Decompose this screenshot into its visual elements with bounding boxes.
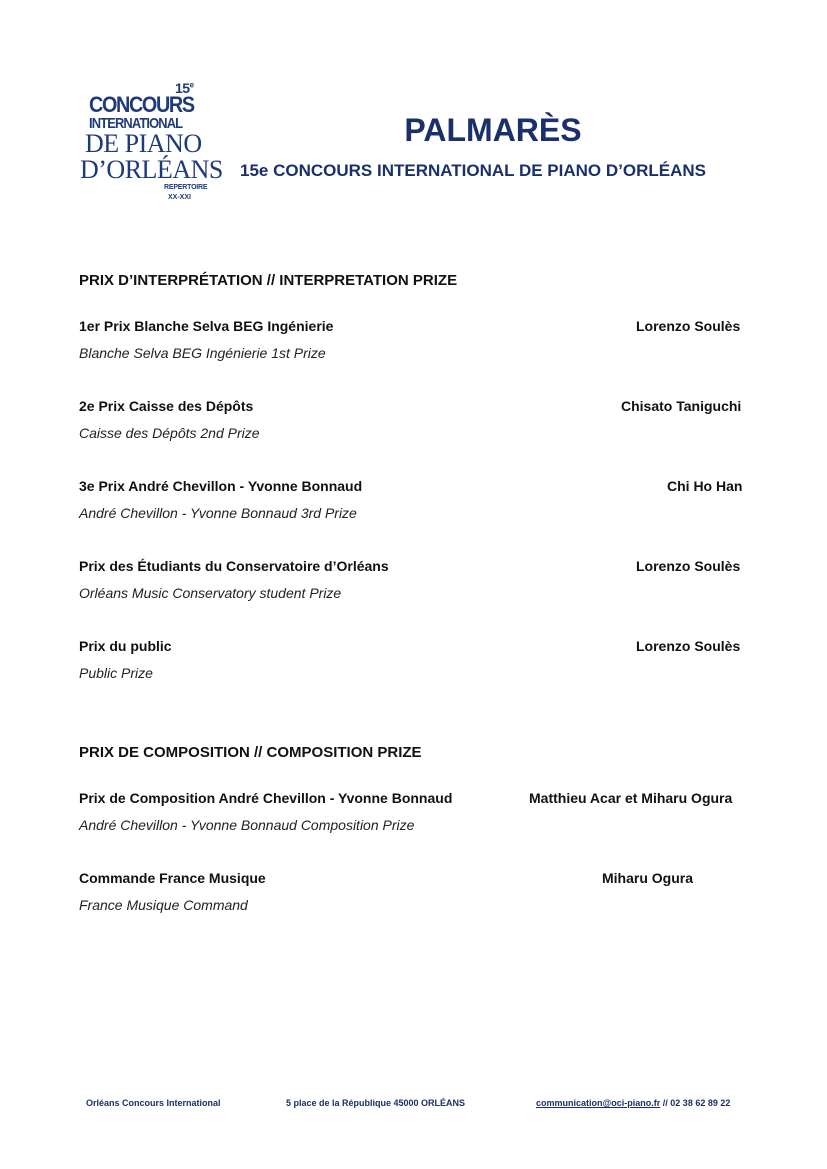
page-title: PALMARÈS (404, 112, 582, 148)
logo-line-de-piano: DE PIANO (85, 129, 202, 158)
prize-winner: Chi Ho Han (667, 478, 743, 494)
prize-name-english: André Chevillon - Yvonne Bonnaud 3rd Prize (79, 505, 357, 521)
prize-name: 1er Prix Blanche Selva BEG Ingénierie (79, 318, 334, 334)
prize-name: Commande France Musique (79, 870, 266, 886)
logo-edition: 15e (175, 80, 194, 96)
prize-winner: Chisato Taniguchi (621, 398, 742, 414)
logo-period: XX-XXI (168, 194, 191, 201)
prize-name-english: Caisse des Dépôts 2nd Prize (79, 425, 260, 441)
prize-name: Prix des Étudiants du Conservatoire d’Orléans (79, 558, 389, 574)
logo-line-international: INTERNATIONAL (89, 115, 183, 132)
footer-address: 5 place de la République 45000 ORLÉANS (286, 1098, 466, 1108)
page-subtitle: 15e CONCOURS INTERNATIONAL DE PIANO D’ORLÉANS (240, 161, 706, 180)
footer-email-link[interactable]: communication@oci-piano.fr (536, 1098, 661, 1108)
prize-winner: Lorenzo Soulès (636, 638, 741, 654)
prize-name: Prix du public (79, 638, 172, 654)
prize-name-english: Public Prize (79, 665, 153, 681)
prize-winner: Miharu Ogura (602, 870, 694, 886)
prize-winner: Lorenzo Soulès (636, 558, 741, 574)
logo-repertoire: REPERTOIRE (164, 184, 208, 191)
prize-winner: Matthieu Acar et Miharu Ogura (529, 790, 733, 806)
footer-phone: // 02 38 62 89 22 (660, 1098, 731, 1108)
footer-organization: Orléans Concours International (86, 1098, 221, 1108)
prize-name: Prix de Composition André Chevillon - Yvonne Bonnaud (79, 790, 453, 806)
prize-name: 3e Prix André Chevillon - Yvonne Bonnaud (79, 478, 363, 494)
section-title-interpretation: PRIX D’INTERPRÉTATION // INTERPRETATION PRIZE (79, 272, 458, 289)
section-title-composition: PRIX DE COMPOSITION // COMPOSITION PRIZE (79, 744, 422, 761)
logo-line-concours: CONCOURS (89, 92, 194, 117)
prize-name-english: France Musique Command (79, 897, 248, 913)
prize-winner: Lorenzo Soulès (636, 318, 741, 334)
prize-name: 2e Prix Caisse des Dépôts (79, 398, 254, 414)
prize-name-english: André Chevillon - Yvonne Bonnaud Composition Prize (79, 817, 415, 833)
prize-name-english: Blanche Selva BEG Ingénierie 1st Prize (79, 345, 326, 361)
logo-line-orleans: D’ORLÉANS (80, 155, 223, 184)
footer-contact (536, 1098, 730, 1108)
prize-name-english: Orléans Music Conservatory student Prize (79, 585, 342, 601)
